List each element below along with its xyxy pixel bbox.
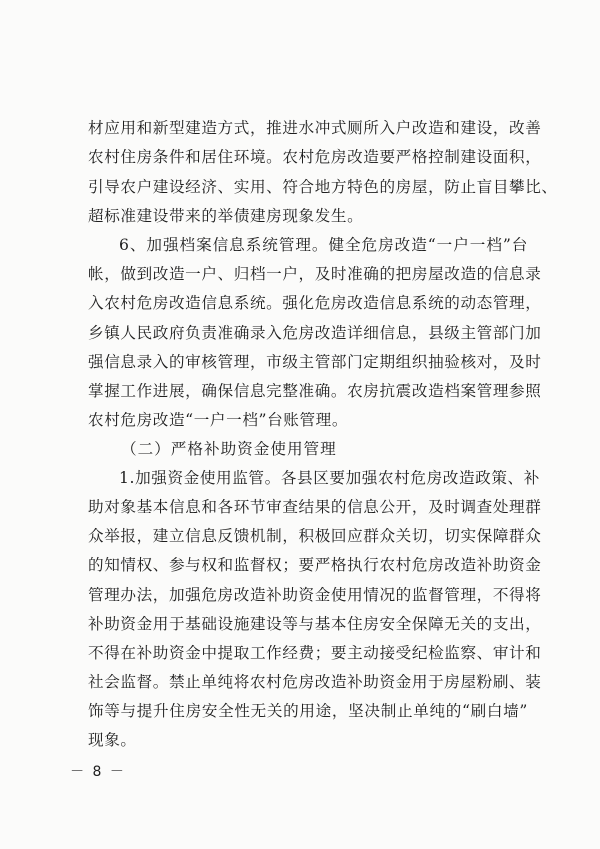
section-6-first-line: 6、加强档案信息系统管理。健全危房改造“一户一档”台 [119, 236, 528, 254]
body-line: 入农村危房改造信息系统。强化危房改造信息系统的动态管理， [88, 294, 542, 312]
subsection-1-first-line: 1.加强资金使用监管。各县区要加强农村危房改造政策、补 [119, 469, 540, 487]
body-line: 不得在补助资金中提取工作经费；要主动接受纪检监察、审计和 [88, 644, 542, 662]
body-line: 掌握工作进展，确保信息完整准确。农房抗震改造档案管理参照 [88, 382, 542, 400]
body-line: 的知情权、参与权和监督权；要严格执行农村危房改造补助资金 [88, 556, 542, 574]
body-line: 农村住房条件和居住环境。农村危房改造要严格控制建设面积， [88, 148, 542, 166]
page-number: － 8 － [70, 764, 126, 780]
body-line: 乡镇人民政府负责准确录入危房改造详细信息，县级主管部门加 [88, 324, 542, 342]
section-heading: （二）严格补助资金使用管理 [121, 440, 337, 458]
body-line: 补助资金用于基础设施建设等与基本住房安全保障无关的支出， [88, 615, 542, 633]
body-line: 帐，做到改造一户、归档一户，及时准确的把房屋改造的信息录 [88, 265, 542, 283]
body-line: 助对象基本信息和各环节审查结果的信息公开，及时调查处理群 [88, 498, 542, 516]
body-line: 农村危房改造“一户一档”台账管理。 [88, 411, 349, 429]
body-line: 社会监督。禁止单纯将农村危房改造补助资金用于房屋粉刷、装 [88, 673, 542, 691]
body-line: 强信息录入的审核管理，市级主管部门定期组织抽验核对，及时 [88, 353, 542, 371]
body-line: 引导农户建设经济、实用、符合地方特色的房屋，防止盲目攀比、 [88, 178, 558, 196]
body-line: 现象。 [88, 731, 137, 749]
body-line: 众举报，建立信息反馈机制，积极回应群众关切，切实保障群众 [88, 527, 542, 545]
body-line: 超标准建设带来的举债建房现象发生。 [88, 207, 364, 225]
body-line: 管理办法，加强危房改造补助资金使用情况的监督管理，不得将 [88, 586, 542, 604]
body-line: 材应用和新型建造方式，推进水冲式厕所入户改造和建设，改善 [88, 119, 542, 137]
body-line: 饰等与提升住房安全性无关的用途，坚决制止单纯的“刷白墙” [88, 702, 528, 720]
